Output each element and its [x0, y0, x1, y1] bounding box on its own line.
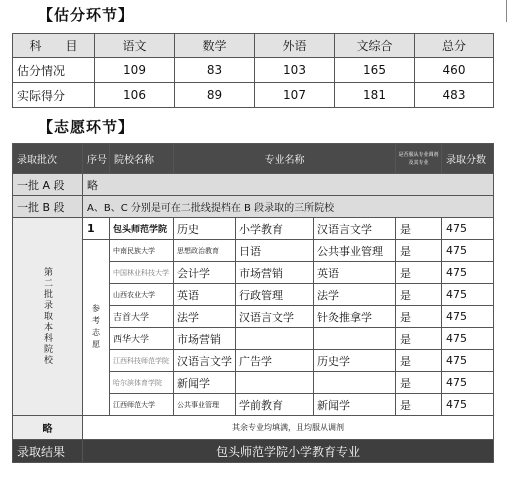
score-cell: 107 — [255, 83, 335, 108]
group-label: 参考志愿 — [83, 240, 110, 416]
major-2: 学前教育 — [236, 394, 314, 416]
major-2: 广告学 — [236, 350, 314, 372]
score-cell: 106 — [95, 83, 175, 108]
adjust-value: 是 — [396, 240, 442, 262]
score-value: 475 — [442, 218, 494, 240]
score-cell: 165 — [335, 58, 415, 83]
major-3: 法学 — [314, 284, 396, 306]
major-2: 市场营销 — [236, 262, 314, 284]
score-value: 475 — [442, 240, 494, 262]
score-row-estimated — [13, 58, 494, 83]
batch1a-label: 一批 A 段 — [13, 174, 83, 196]
page-edge-line — [506, 0, 507, 22]
adjust-value: 是 — [396, 350, 442, 372]
score-header-row — [13, 34, 494, 58]
adjust-value: 是 — [396, 328, 442, 350]
score-value: 475 — [442, 350, 494, 372]
section-title-estimate: 【估分环节】 — [38, 6, 135, 24]
score-header-foreign: 外语 — [255, 34, 335, 58]
batch1a-row — [13, 174, 494, 196]
score-header-chinese: 语文 — [95, 34, 175, 58]
score-cell: 181 — [335, 83, 415, 108]
batch1b-label: 一批 B 段 — [13, 196, 83, 218]
major-2: 小学教育 — [236, 218, 314, 240]
score-row-label: 实际得分 — [13, 83, 95, 108]
header-school: 院校名称 — [110, 144, 174, 174]
school-seq: 1 — [83, 218, 110, 240]
score-row-label: 估分情况 — [13, 58, 95, 83]
major-1: 英语 — [174, 284, 236, 306]
note-text: 其余专业均填满，且均服从调剂 — [83, 416, 494, 440]
result-row — [13, 440, 494, 463]
score-header-total: 总分 — [415, 34, 494, 58]
batch1a-value: 略 — [83, 174, 494, 196]
score-row-actual — [13, 83, 494, 108]
adjust-value: 是 — [396, 218, 442, 240]
section-title-application: 【志愿环节】 — [38, 118, 135, 136]
batch1b-row — [13, 196, 494, 218]
major-3: 历史学 — [314, 350, 396, 372]
major-1: 公共事业管理 — [174, 394, 236, 416]
batch1b-value: A、B、C 分别是可在二批线提档在 B 段录取的三所院校 — [83, 196, 494, 218]
major-3: 针灸推拿学 — [314, 306, 396, 328]
major-3 — [314, 372, 396, 394]
major-1: 新闻学 — [174, 372, 236, 394]
major-1: 法学 — [174, 306, 236, 328]
score-value: 475 — [442, 284, 494, 306]
major-3: 公共事业管理 — [314, 240, 396, 262]
school-name: 哈尔滨体育学院 — [110, 372, 174, 394]
school-row — [13, 218, 494, 240]
result-label: 录取结果 — [13, 440, 83, 463]
adjust-value: 是 — [396, 372, 442, 394]
score-cell: 483 — [415, 83, 494, 108]
major-1: 市场营销 — [174, 328, 236, 350]
major-1: 会计学 — [174, 262, 236, 284]
score-header-math: 数学 — [175, 34, 255, 58]
school-name: 江西科技师范学院 — [110, 350, 174, 372]
score-cell: 89 — [175, 83, 255, 108]
note-row — [13, 416, 494, 440]
adjust-value: 是 — [396, 394, 442, 416]
header-score: 录取分数 — [442, 144, 494, 174]
application-table — [12, 143, 494, 463]
major-3: 汉语言文学 — [314, 218, 396, 240]
school-name: 江西师范大学 — [110, 394, 174, 416]
major-2 — [236, 328, 314, 350]
application-header-row — [13, 144, 494, 174]
school-row — [13, 240, 494, 262]
major-2: 日语 — [236, 240, 314, 262]
score-cell: 109 — [95, 58, 175, 83]
score-cell: 83 — [175, 58, 255, 83]
header-seq: 序号 — [83, 144, 110, 174]
major-1: 思想政治教育 — [174, 240, 236, 262]
score-value: 475 — [442, 372, 494, 394]
score-value: 475 — [442, 328, 494, 350]
major-3: 英语 — [314, 262, 396, 284]
score-table — [12, 33, 494, 108]
school-name: 西华大学 — [110, 328, 174, 350]
adjust-value: 是 — [396, 306, 442, 328]
score-header-subject: 科 目 — [13, 34, 95, 58]
score-value: 475 — [442, 306, 494, 328]
score-header-liberal: 文综合 — [335, 34, 415, 58]
major-3 — [314, 328, 396, 350]
major-2: 汉语言文学 — [236, 306, 314, 328]
major-1: 汉语言文学 — [174, 350, 236, 372]
adjust-value: 是 — [396, 284, 442, 306]
result-text: 包头师范学院小学教育专业 — [83, 440, 494, 463]
batch2-label: 第二批录取本科院校 — [13, 218, 83, 416]
major-2 — [236, 372, 314, 394]
school-name: 吉首大学 — [110, 306, 174, 328]
school-name: 中国林业科技大学 — [110, 262, 174, 284]
school-name: 包头师范学院 — [110, 218, 174, 240]
major-1: 历史 — [174, 218, 236, 240]
school-name: 中南民族大学 — [110, 240, 174, 262]
school-name: 山西农业大学 — [110, 284, 174, 306]
major-3: 新闻学 — [314, 394, 396, 416]
adjust-value: 是 — [396, 262, 442, 284]
header-adjust: 是否服从专业调剂及其专业 — [396, 144, 442, 174]
note-label: 略 — [13, 416, 83, 440]
header-major: 专业名称 — [174, 144, 396, 174]
major-2: 行政管理 — [236, 284, 314, 306]
score-cell: 103 — [255, 58, 335, 83]
score-value: 475 — [442, 394, 494, 416]
header-batch: 录取批次 — [13, 144, 83, 174]
score-cell: 460 — [415, 58, 494, 83]
score-value: 475 — [442, 262, 494, 284]
